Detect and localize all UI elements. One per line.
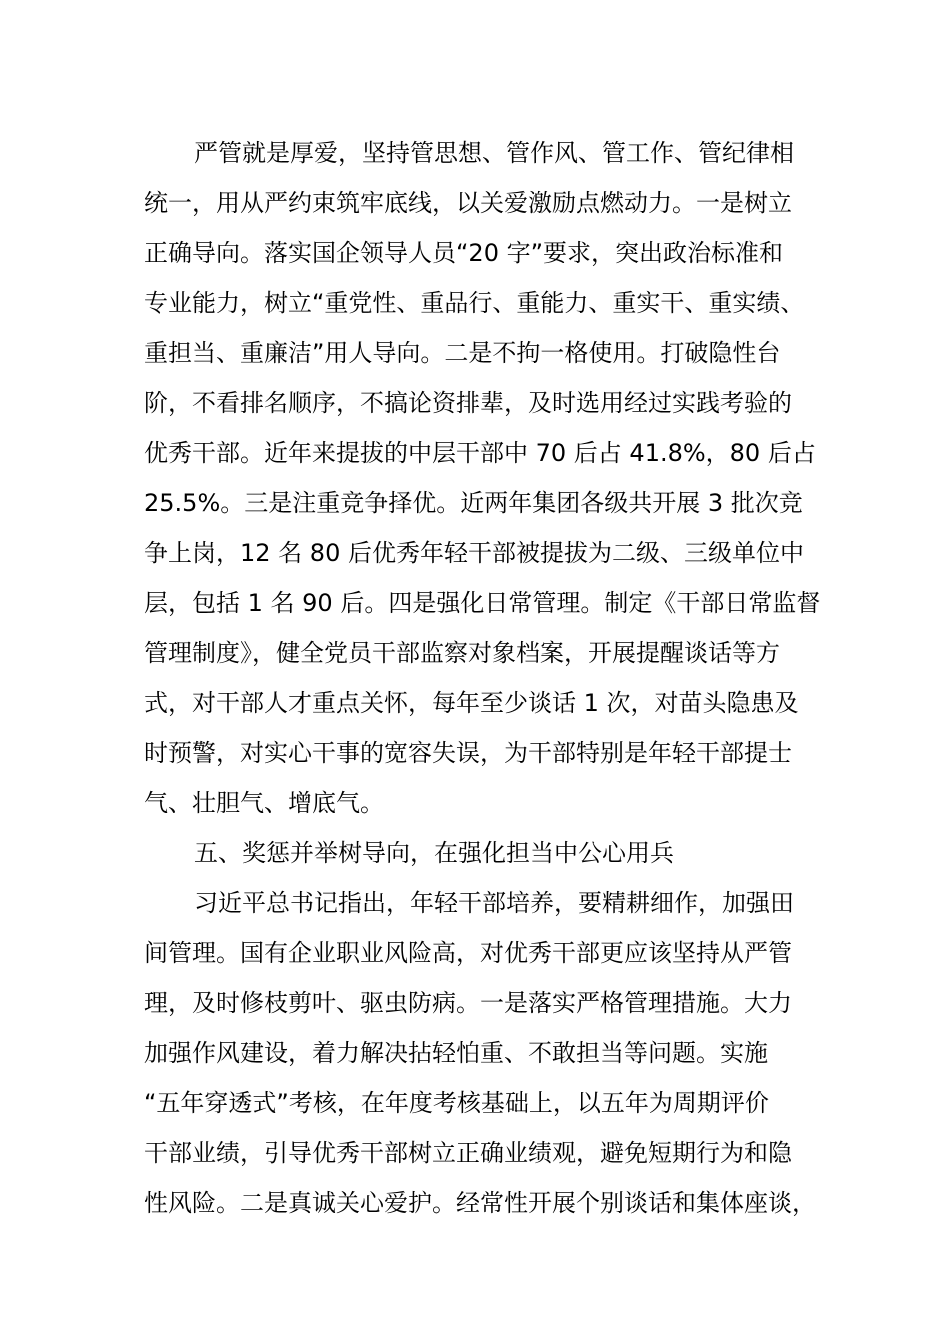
paragraph-2-line-1: 习近平总书记指出，年轻干部培养，要精耕细作，加强田	[194, 889, 794, 917]
paragraph-1-line-4: 专业能力，树立“重党性、重品行、重能力、重实干、重实绩、	[144, 289, 805, 317]
paragraph-1-line-3: 正确导向。落实国企领导人员“20 字”要求，突出政治标准和	[144, 239, 784, 267]
paragraph-1-line-10: 层，包括 1 名 90 后。四是强化日常管理。制定《干部日常监督	[144, 589, 821, 617]
paragraph-1-line-7: 优秀干部。近年来提拔的中层干部中 70 后占 41.8%，80 后占	[144, 439, 816, 467]
paragraph-2-line-2: 间管理。国有企业职业风险高，对优秀干部更应该坚持从严管	[144, 939, 792, 967]
paragraph-2-line-3: 理，及时修枝剪叶、驱虫防病。一是落实严格管理措施。大力	[144, 989, 792, 1017]
paragraph-2-line-6: 干部业绩，引导优秀干部树立正确业绩观，避免短期行为和隐	[144, 1139, 792, 1167]
paragraph-1-line-13: 时预警，对实心干事的宽容失误，为干部特别是年轻干部提士	[144, 739, 792, 767]
paragraph-1-line-5: 重担当、重廉洁”用人导向。二是不拘一格使用。打破隐性台	[144, 339, 781, 367]
paragraph-1-line-12: 式，对干部人才重点关怀，每年至少谈话 1 次，对苗头隐患及	[144, 689, 799, 717]
paragraph-1-line-9: 争上岗，12 名 80 后优秀年轻干部被提拔为二级、三级单位中	[144, 539, 804, 567]
paragraph-1-line-14: 气、壮胆气、增底气。	[144, 789, 384, 817]
paragraph-1-line-6: 阶，不看排名顺序，不搞论资排辈，及时选用经过实践考验的	[144, 389, 792, 417]
paragraph-2-line-7: 性风险。二是真诚关心爱护。经常性开展个别谈话和集体座谈，	[144, 1189, 816, 1217]
section-heading-5: 五、奖惩并举树导向，在强化担当中公心用兵	[194, 839, 674, 867]
document-body	[144, 128, 821, 1228]
paragraph-2-line-4: 加强作风建设，着力解决拈轻怕重、不敢担当等问题。实施	[144, 1039, 768, 1067]
paragraph-1-line-11: 管理制度》，健全党员干部监察对象档案，开展提醒谈话等方	[144, 639, 780, 667]
paragraph-1-line-8: 25.5%。三是注重竞争择优。近两年集团各级共开展 3 批次竞	[144, 489, 803, 517]
paragraph-2-line-5: “五年穿透式”考核，在年度考核基础上，以五年为周期评价	[144, 1089, 769, 1117]
paragraph-1-line-2: 统一，用从严约束筑牢底线，以关爱激励点燃动力。一是树立	[144, 189, 792, 217]
paragraph-1-line-1: 严管就是厚爱，坚持管思想、管作风、管工作、管纪律相	[194, 139, 794, 167]
